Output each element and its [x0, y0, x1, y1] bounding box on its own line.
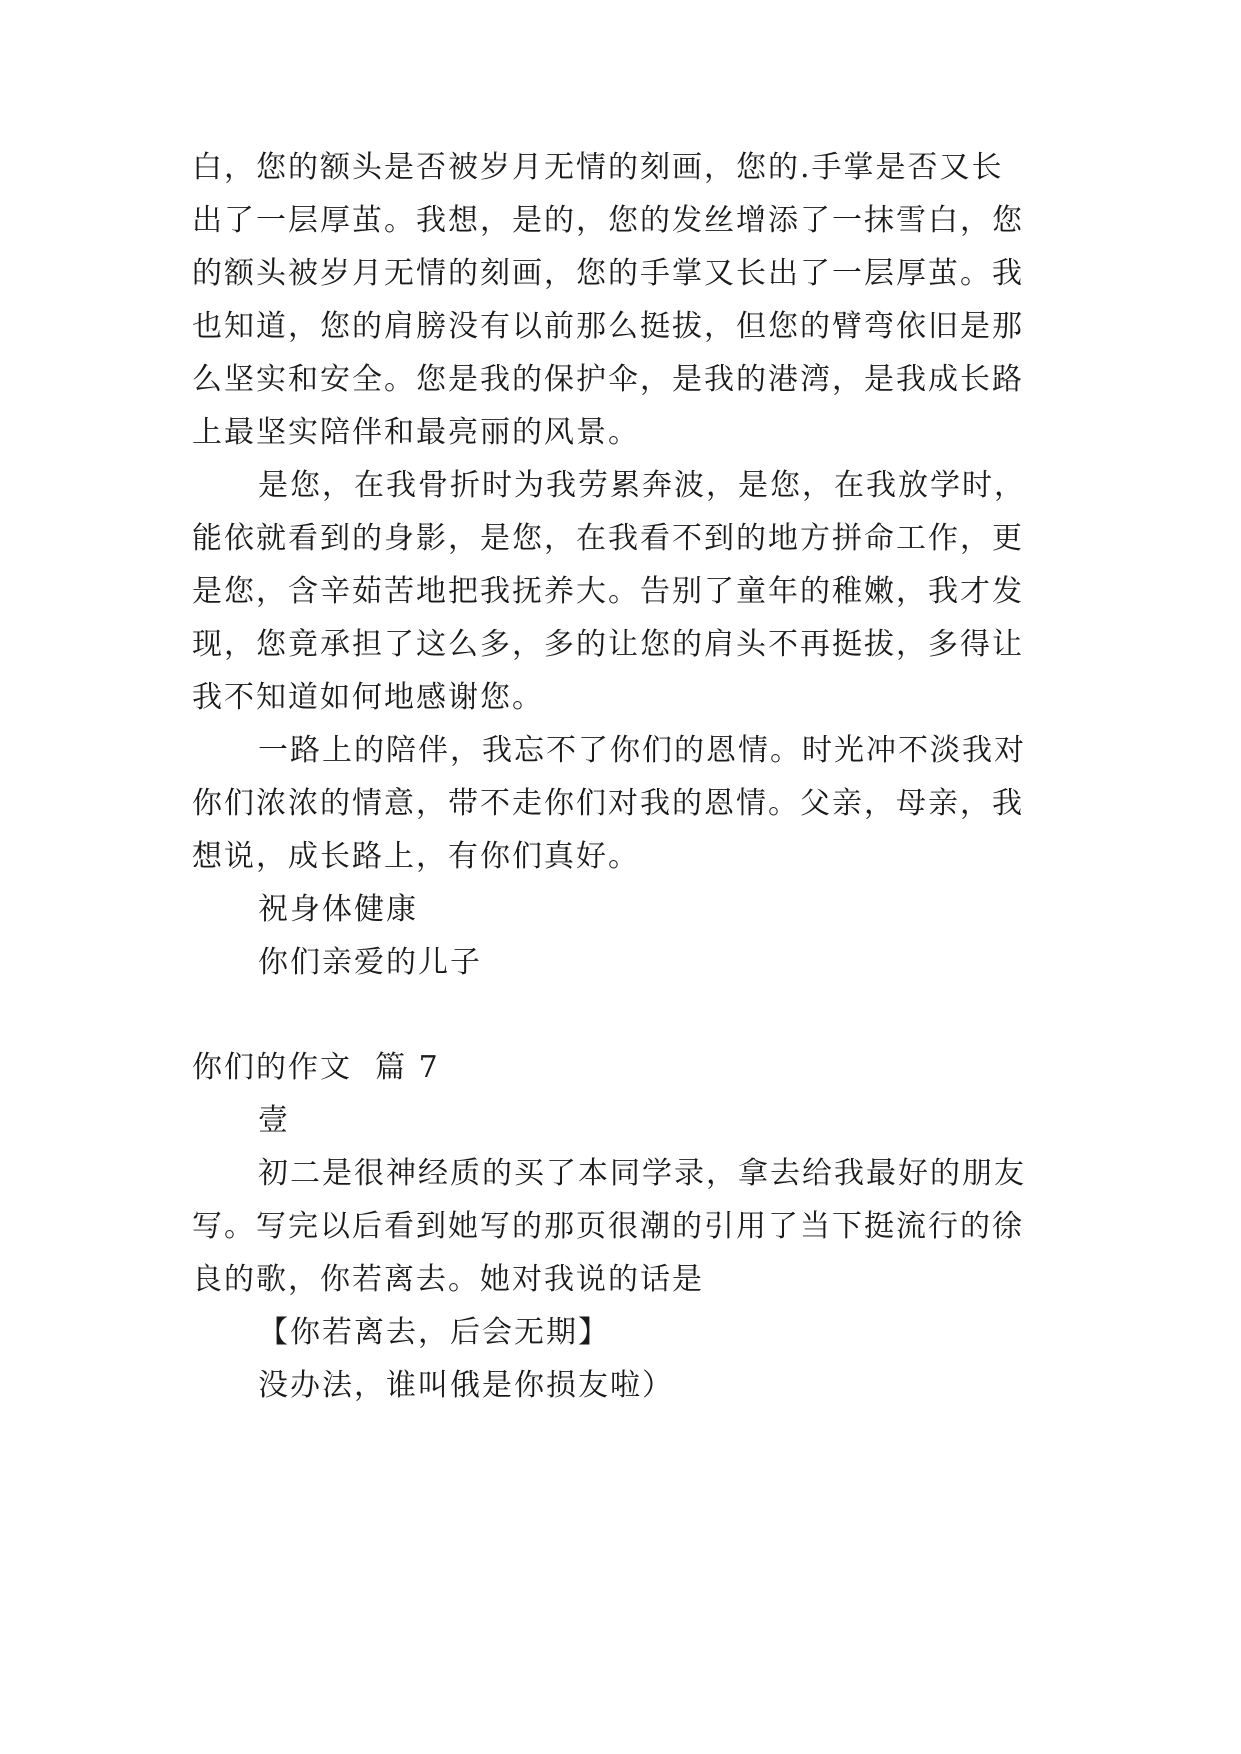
- paragraph-line: 上最坚实陪伴和最亮丽的风景。: [192, 415, 640, 450]
- paragraph-line: 良的歌，你若离去。她对我说的话是: [192, 1262, 704, 1297]
- paragraph-line: 是您，在我骨折时为我劳累奔波，是您，在我放学时，: [258, 468, 1026, 503]
- paragraph-line: 能依就看到的身影，是您，在我看不到的地方拼命工作，更: [192, 521, 1024, 556]
- paragraph-line: 我不知道如何地感谢您。: [192, 680, 544, 715]
- paragraph-line: 没办法，谁叫俄是你损友啦）: [258, 1368, 674, 1403]
- paragraph-line: 么坚实和安全。您是我的保护伞，是我的港湾，是我成长路: [192, 362, 1024, 397]
- paragraph-line: 现，您竟承担了这么多，多的让您的肩头不再挺拔，多得让: [192, 627, 1024, 662]
- paragraph-line: 你们浓浓的情意，带不走你们对我的恩情。父亲，母亲，我: [192, 786, 1024, 821]
- paragraph-line: 出了一层厚茧。我想，是的，您的发丝增添了一抹雪白，您: [192, 203, 1024, 238]
- section-heading: 你们的作文 篇 7: [192, 1050, 440, 1085]
- signature-line: 你们亲爱的儿子: [258, 945, 482, 980]
- paragraph-line: 的额头被岁月无情的刻画，您的手掌又长出了一层厚茧。我: [192, 256, 1024, 291]
- paragraph-line: 初二是很神经质的买了本同学录，拿去给我最好的朋友: [258, 1156, 1026, 1191]
- paragraph-line: 也知道，您的肩膀没有以前那么挺拔，但您的臂弯依旧是那: [192, 309, 1024, 344]
- paragraph-line: 一路上的陪伴，我忘不了你们的恩情。时光冲不淡我对: [258, 733, 1026, 768]
- section-subheading: 壹: [258, 1103, 290, 1138]
- paragraph-line: 想说，成长路上，有你们真好。: [192, 839, 640, 874]
- paragraph-line: 白，您的额头是否被岁月无情的刻画，您的.手掌是否又长: [192, 150, 1004, 185]
- paragraph-line: 是您，含辛茹苦地把我抚养大。告别了童年的稚嫩，我才发: [192, 574, 1024, 609]
- closing-line: 祝身体健康: [258, 892, 418, 927]
- paragraph-line: 写。写完以后看到她写的那页很潮的引用了当下挺流行的徐: [192, 1209, 1024, 1244]
- quote-line: 【你若离去，后会无期】: [258, 1315, 610, 1350]
